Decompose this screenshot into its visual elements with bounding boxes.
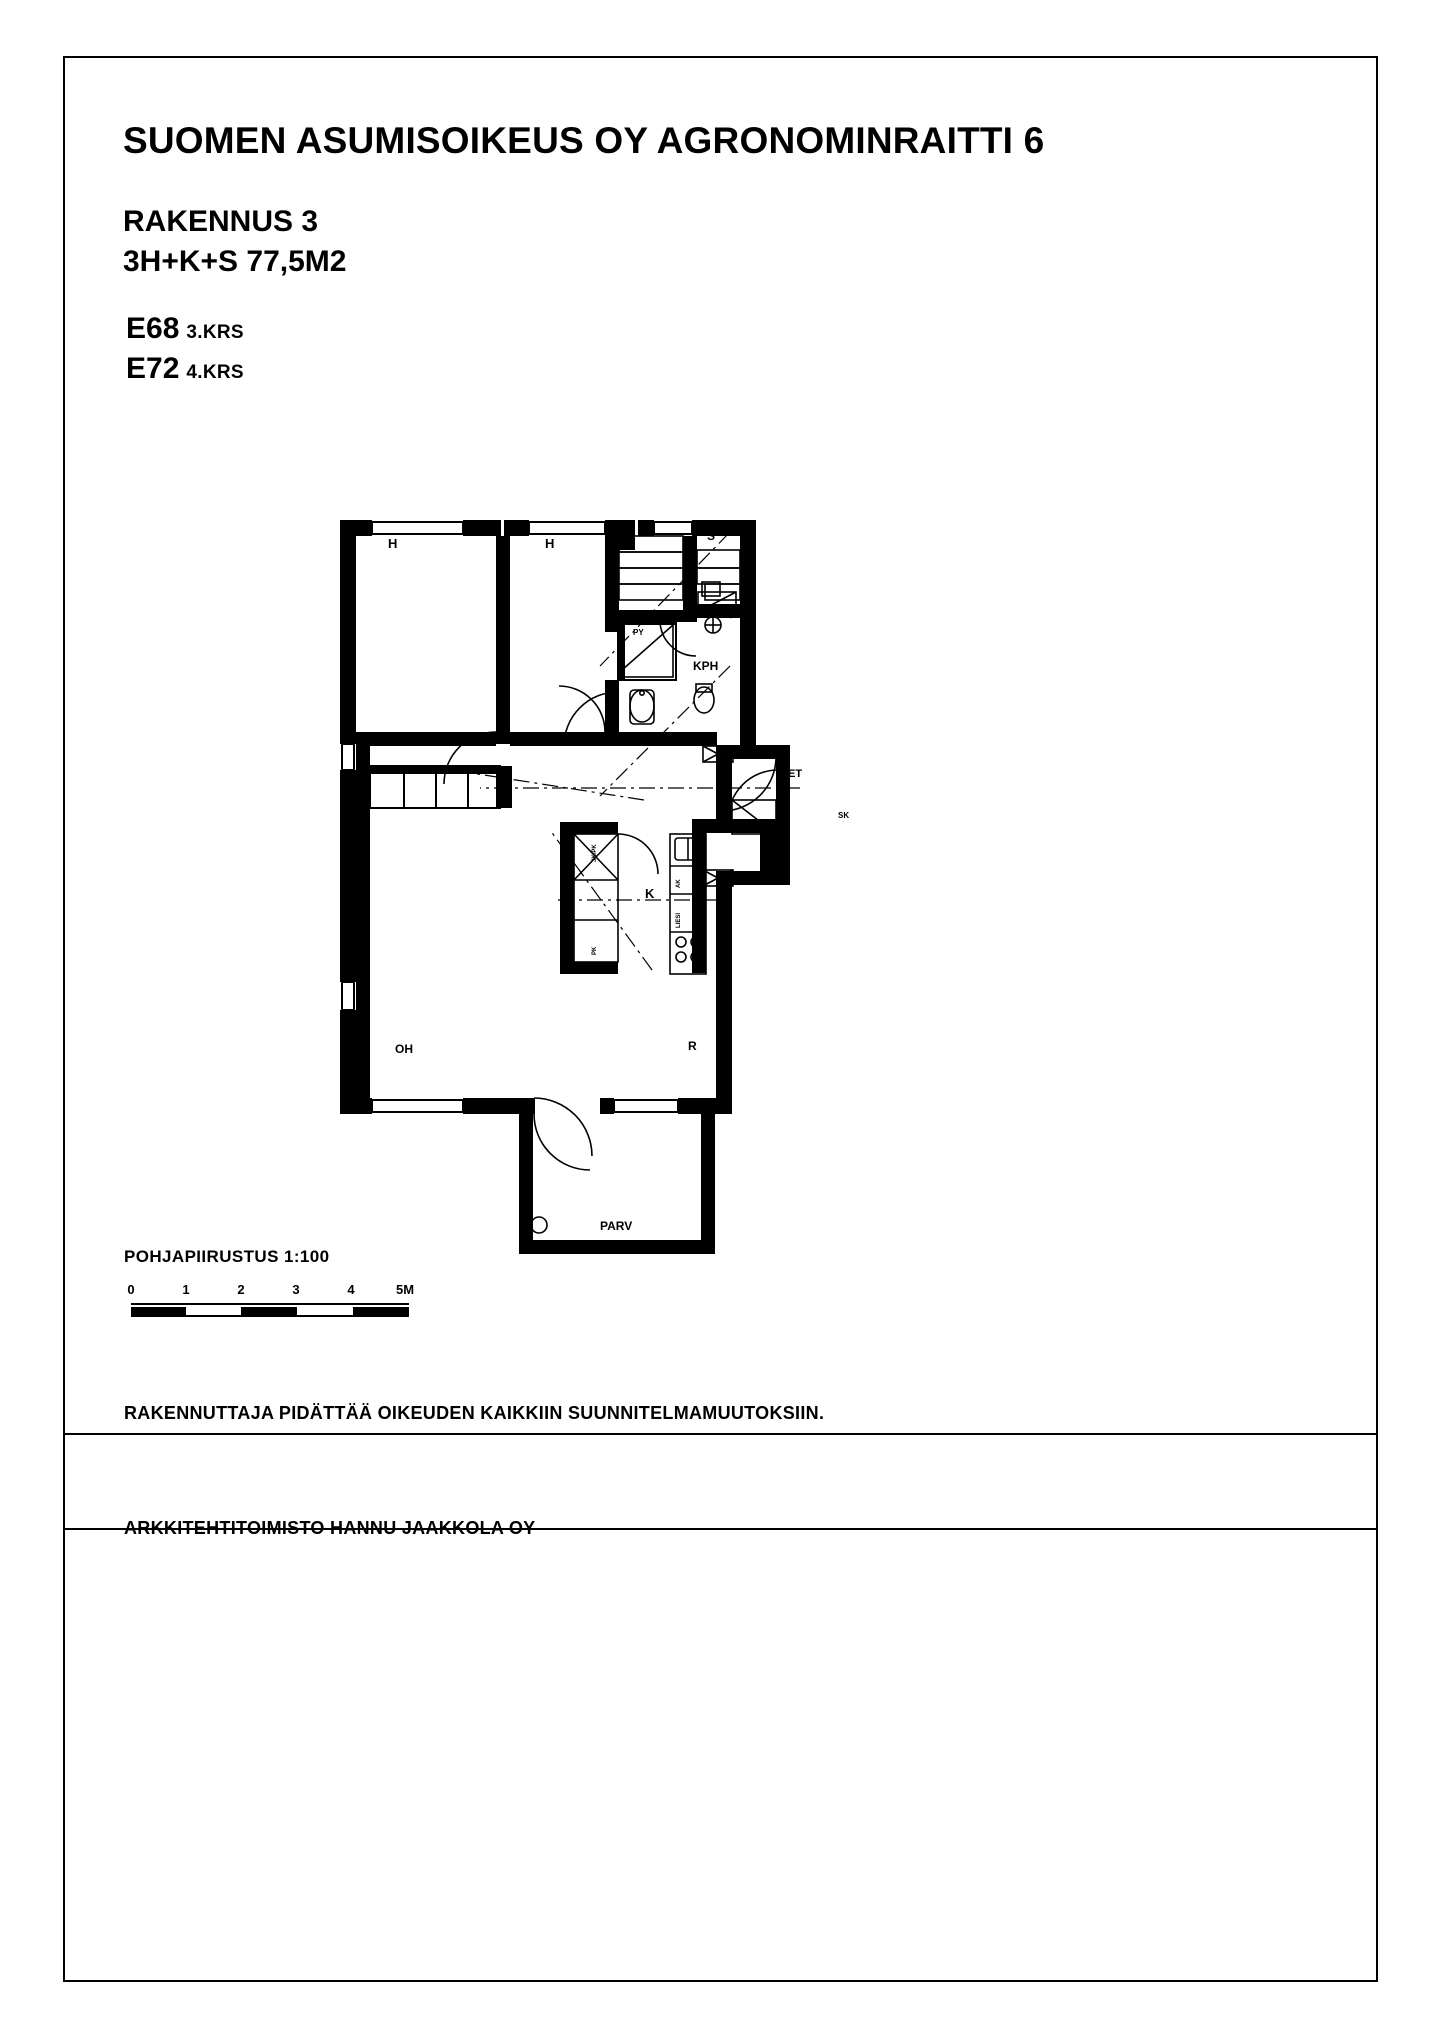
unit-floor-1: 3.KRS bbox=[186, 322, 244, 343]
room-label-balcony: PARV bbox=[600, 1219, 633, 1233]
floor-plan-drawing bbox=[300, 470, 920, 1290]
room-label-dining: R bbox=[688, 1039, 697, 1053]
room-label-living-room: OH bbox=[395, 1042, 413, 1056]
room-label-hall: ET bbox=[788, 768, 803, 780]
scale-tick-4: 4 bbox=[347, 1282, 355, 1297]
scale-tick-2: 2 bbox=[237, 1282, 245, 1297]
room-label-bedroom-1: H bbox=[388, 536, 398, 551]
appliance-label-stove: LIESI bbox=[676, 912, 682, 928]
apartment-type-label: 3H+K+S 77,5M2 bbox=[123, 245, 347, 278]
appliance-label-freezer: PK bbox=[592, 946, 598, 955]
appliance-label-fridge-freezer: JK/PK bbox=[592, 844, 598, 862]
scale-tick-5: 5M bbox=[395, 1282, 415, 1297]
scale-label: POHJAPIIRUSTUS 1:100 bbox=[124, 1247, 330, 1266]
room-label-kitchen: K bbox=[645, 886, 655, 901]
unit-row-2 bbox=[126, 352, 244, 386]
room-label-bedroom-2: H bbox=[545, 536, 555, 551]
unit-code-1: E68 bbox=[126, 312, 180, 345]
room-label-bathroom: KPH bbox=[693, 659, 719, 673]
appliance-label-dishwasher: AK bbox=[676, 879, 682, 888]
room-label-sauna: S bbox=[707, 529, 716, 543]
disclaimer-note: RAKENNUTTAJA PIDÄTTÄÄ OIKEUDEN KAIKKIIN SUUNNITELMAMUUTOKSIIN. bbox=[124, 1403, 825, 1423]
building-label: RAKENNUS 3 bbox=[123, 205, 319, 238]
scale-tick-labels bbox=[124, 1282, 414, 1298]
scale-tick-0: 0 bbox=[127, 1282, 135, 1297]
architect-note: ARKKITEHTITOIMISTO HANNU JAAKKOLA OY bbox=[124, 1518, 536, 1538]
unit-floor-2: 4.KRS bbox=[186, 362, 244, 383]
page-title: SUOMEN ASUMISOIKEUS OY AGRONOMINRAITTI 6 bbox=[123, 120, 1045, 161]
scale-bar bbox=[131, 1303, 409, 1317]
unit-row-1 bbox=[126, 312, 244, 346]
exterior-walls bbox=[340, 520, 790, 1254]
scale-tick-1: 1 bbox=[182, 1282, 190, 1297]
sheet-divider-upper bbox=[65, 1433, 1376, 1435]
room-label-py: PY bbox=[633, 628, 644, 637]
unit-code-2: E72 bbox=[126, 352, 180, 385]
room-label-closet: SK bbox=[838, 811, 850, 820]
scale-tick-3: 3 bbox=[292, 1282, 300, 1297]
